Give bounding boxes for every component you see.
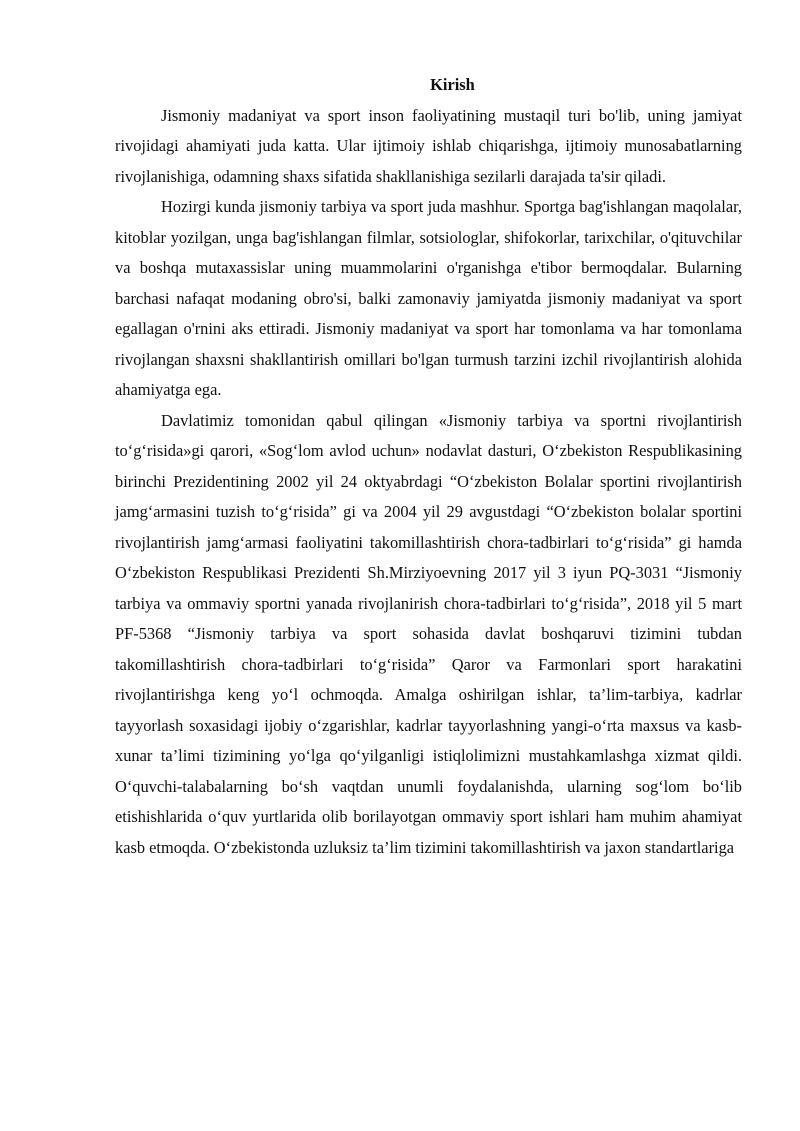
paragraph-1: Jismoniy madaniyat va sport inson faoliyatining mustaqil turi bo'lib, uning jamiyat rivojidagi ahamiyati juda katta. Ular ijtimoiy ishlab chiqarishga, ijtimoiy munosabatlarning rivojlanishiga, odamning shaxs sifatida shakllanishiga sezilarli darajada ta'sir qiladi. [115, 105, 742, 186]
paragraph-3: Davlatimiz tomonidan qabul qilingan «Jismoniy tarbiya va sportni rivojlantirish toʻgʻrisida»gi qarori, «Sogʻlom avlod uchun» nodavlat dasturi, Oʻzbekiston Respublikasining birinchi Prezidentining 2002 yil 24 oktyabrdagi “Oʻzbekiston Bolalar sportini rivojlantirish jamgʻarmasini tuzish toʻgʻrisida” gi va 2004 yil 29 avgustdagi “Oʻzbekiston bolalar sportini rivojlantirish jamgʻarmasi faoliyatini takomillashtirish chora-tadbirlari toʻgʻrisida” gi hamda Oʻzbekiston Respublikasi Prezidenti Sh.Mirziyoevning 2017 yil 3 iyun PQ-3031 “Jismoniy tarbiya va ommaviy sportni yanada rivojlanirish chora-tadbirlari toʻgʻrisida”, 2018 yil 5 mart PF-5368 “Jismoniy tarbiya va sport sohasida davlat boshqaruvi tizimini tubdan takomillashtirish chora-tadbirlari toʻgʻrisida” Qaror va Farmonlari sport harakatini rivojlantirishga keng yoʻl ochmoqda. Amalga oshirilgan ishlar, ta’lim-tarbiya, kadrlar tayyorlash soxasidagi ijobiy oʻzgarishlar, kadrlar tayyorlashning yangi-oʻrta maxsus va kasb-xunar ta’limi tizimining yoʻlga qoʻyilganligi istiqlolimizni mustahkamlashga xizmat qildi. Oʻquvchi-talabalarning boʻsh vaqtdan unumli foydalanishda, ularning sogʻlom boʻlib etishishlarida oʻquv yurtlarida olib borilayotgan ommaviy sport ishlari ham muhim ahamiyat kasb etmoqda. Oʻzbekistonda uzluksiz ta’lim tizimini takomillashtirish va jaxon standartlariga [115, 410, 742, 857]
document-page [115, 70, 742, 863]
paragraph-2: Hozirgi kunda jismoniy tarbiya va sport juda mashhur. Sportga bag'ishlangan maqolalar, kitoblar yozilgan, unga bag'ishlangan filmlar, sotsiologlar, shifokorlar, tarixchilar, o'qituvchilar va boshqa mutaxassislar uning muammolarini o'rganishga e'tibor bermoqdalar. Bularning barchasi nafaqat modaning obro'si, balki zamonaviy jamiyatda jismoniy madaniyat va sport egallagan o'rnini aks ettiradi. Jismoniy madaniyat va sport har tomonlama va har tomonlama rivojlangan shaxsni shakllantirish omillari bo'lgan turmush tarzini izchil rivojlantirish alohida ahamiyatga ega. [115, 197, 742, 399]
page-title: Kirish [430, 75, 475, 94]
